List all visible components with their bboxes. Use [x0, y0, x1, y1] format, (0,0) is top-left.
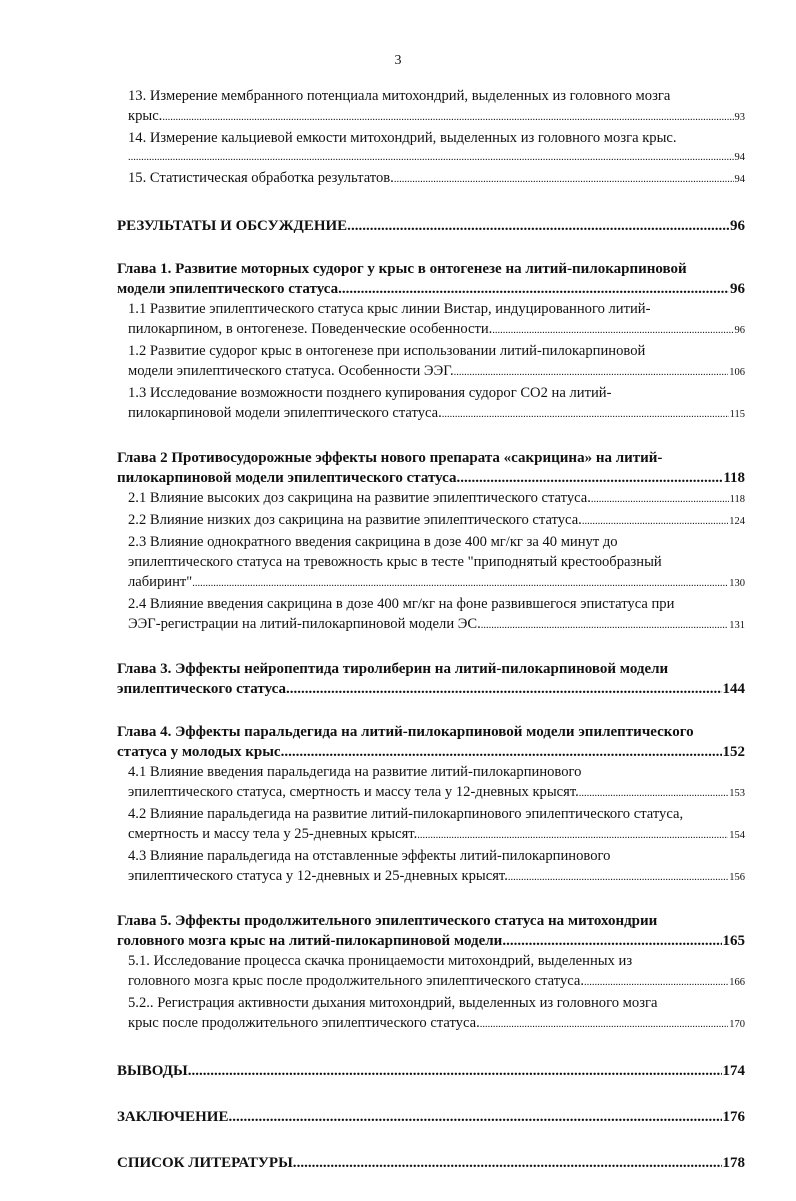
dot-leader — [286, 679, 722, 699]
dot-leader — [579, 784, 728, 804]
toc-chapter-2[interactable]: Глава 2 Противосудорожные эффекты нового препарата «сакрицина» на литий- пилокарпиновой модели эпилептического статуса. ..... 118 — [117, 448, 745, 488]
dot-leader — [591, 490, 729, 510]
page-ref: 118 — [723, 470, 745, 486]
dot-leader — [297, 1153, 722, 1173]
table-of-contents — [117, 86, 745, 1173]
dot-leader — [480, 1015, 729, 1035]
dot-leader — [508, 868, 728, 888]
dot-leader — [417, 826, 728, 846]
page-ref: 131 — [729, 620, 745, 631]
toc-conclusions[interactable]: ВЫВОДЫ ..... 174 — [117, 1061, 745, 1081]
dot-leader — [584, 973, 728, 993]
page-ref: 93 — [734, 112, 745, 123]
page-ref: 153 — [729, 788, 745, 799]
dot-leader — [284, 742, 721, 762]
page-ref: 96 — [734, 325, 745, 336]
toc-entry-15[interactable]: 15. Статистическая обработка результатов. ..... 94 — [117, 168, 745, 190]
dot-leader — [188, 1061, 722, 1081]
page-ref: 152 — [722, 744, 745, 760]
page-ref: 94 — [734, 152, 745, 163]
page-ref: 115 — [729, 409, 745, 420]
page-ref: 94 — [734, 174, 745, 185]
toc-results[interactable]: РЕЗУЛЬТАТЫ И ОБСУЖДЕНИЕ. ..... 96 — [117, 216, 745, 236]
toc-chapter-4[interactable]: Глава 4. Эффекты паральдегида на литий-пилокарпиновой модели эпилептического статуса у молодых крыс. ..... 152 — [117, 722, 745, 762]
dot-leader — [506, 931, 721, 951]
toc-closing[interactable]: ЗАКЛЮЧЕНИЕ. ..... 176 — [117, 1107, 745, 1127]
toc-section-4-2[interactable]: 4.2 Влияние паральдегида на развитие литий-пилокарпинового эпилептического статуса, смертность и массу тела у 25-дневных крысят. ..... 154 — [117, 804, 745, 846]
toc-references[interactable]: СПИСОК ЛИТЕРАТУРЫ. ..... 178 — [117, 1153, 745, 1173]
toc-section-2-2[interactable]: 2.2 Влияние низких доз сакрицина на развитие эпилептического статуса. ..... 124 — [117, 510, 745, 532]
toc-section-2-3[interactable]: 2.3 Влияние однократного введения сакрицина в дозе 400 мг/кг за 40 минут до эпилептического статуса на тревожность крыс в тесте "приподнятый крестообразный лабиринт" ..... 130 — [117, 532, 745, 594]
dot-leader — [582, 512, 728, 532]
dot-leader — [162, 108, 733, 128]
dot-leader — [342, 279, 729, 299]
page-ref: 154 — [729, 830, 745, 841]
page-ref: 106 — [729, 367, 745, 378]
page-ref: 124 — [729, 516, 745, 527]
toc-section-2-4[interactable]: 2.4 Влияние введения сакрицина в дозе 400 мг/кг на фоне развившегося эпистатуса при ЭЭГ-регистрации на литий-пилокарпиновой модели ЭС. ..... 131 — [117, 594, 745, 636]
toc-chapter-5[interactable]: Глава 5. Эффекты продолжительного эпилептического статуса на митохондрии головного мозга крыс на литий-пилокарпиновой модели. ..... 165 — [117, 911, 745, 951]
dot-leader — [192, 574, 728, 594]
toc-entry-13[interactable]: 13. Измерение мембранного потенциала митохондрий, выделенных из головного мозга крыс. ..... 93 — [117, 86, 745, 128]
page-ref: 165 — [722, 933, 745, 949]
page-ref: 96 — [730, 281, 745, 297]
dot-leader — [460, 468, 722, 488]
toc-chapter-3[interactable]: Глава 3. Эффекты нейропептида тиролиберин на литий-пилокарпиновой модели эпилептического статуса ..... 144 — [117, 659, 745, 699]
page-ref: 118 — [729, 494, 745, 505]
toc-section-4-1[interactable]: 4.1 Влияние введения паральдегида на развитие литий-пилокарпинового эпилептического статуса, смертность и массу тела у 12-дневных крысят. ..... 153 — [117, 762, 745, 804]
dot-leader — [351, 216, 729, 236]
dot-leader — [394, 170, 734, 190]
toc-section-1-3[interactable]: 1.3 Исследование возможности позднего купирования судорог СО2 на литий- пилокарпиновой модели эпилептического статуса. ..... 115 — [117, 383, 745, 425]
page-ref: 166 — [729, 977, 745, 988]
page-ref: 144 — [722, 681, 745, 697]
toc-section-1-2[interactable]: 1.2 Развитие судорог крыс в онтогенезе при использовании литий-пилокарпиновой модели эпилептического статуса. Особенности ЭЭГ. ..... 106 — [117, 341, 745, 383]
toc-section-2-1[interactable]: 2.1 Влияние высоких доз сакрицина на развитие эпилептического статуса. ..... 118 — [117, 488, 745, 510]
dot-leader — [481, 616, 728, 636]
page-ref: 170 — [729, 1019, 745, 1030]
page-ref: 174 — [722, 1063, 745, 1079]
toc-entry-14[interactable]: 14. Измерение кальциевой емкости митохондрий, выделенных из головного мозга крыс. ..... 94 — [117, 128, 745, 168]
page-ref: 156 — [729, 872, 745, 883]
dot-leader — [128, 148, 734, 168]
toc-section-1-1[interactable]: 1.1 Развитие эпилептического статуса крыс линии Вистар, индуцированного литий- пилокарпином, в онтогенезе. Поведенческие особенности. ..... 96 — [117, 299, 745, 341]
page-ref: 178 — [722, 1155, 745, 1171]
dot-leader — [232, 1107, 721, 1127]
page-ref: 130 — [729, 578, 745, 589]
page-number: 3 — [394, 53, 402, 68]
toc-chapter-1[interactable]: Глава 1. Развитие моторных судорог у крыс в онтогенезе на литий-пилокарпиновой модели эпилептического статуса. ..... 96 — [117, 259, 745, 299]
dot-leader — [442, 405, 729, 425]
toc-section-5-1[interactable]: 5.1. Исследование процесса скачка проницаемости митохондрий, выделенных из головного мозга крыс после продолжительного эпилептического статуса. ..... 166 — [117, 951, 745, 993]
page-ref: 96 — [730, 218, 745, 234]
toc-section-4-3[interactable]: 4.3 Влияние паральдегида на отставленные эффекты литий-пилокарпинового эпилептического статуса у 12-дневных и 25-дневных крысят. ..... 156 — [117, 846, 745, 888]
toc-section-5-2[interactable]: 5.2.. Регистрация активности дыхания митохондрий, выделенных из головного мозга крыс после продолжительного эпилептического статуса. ..... 170 — [117, 993, 745, 1035]
dot-leader — [492, 321, 733, 341]
page-ref: 176 — [722, 1109, 745, 1125]
dot-leader — [454, 363, 729, 383]
